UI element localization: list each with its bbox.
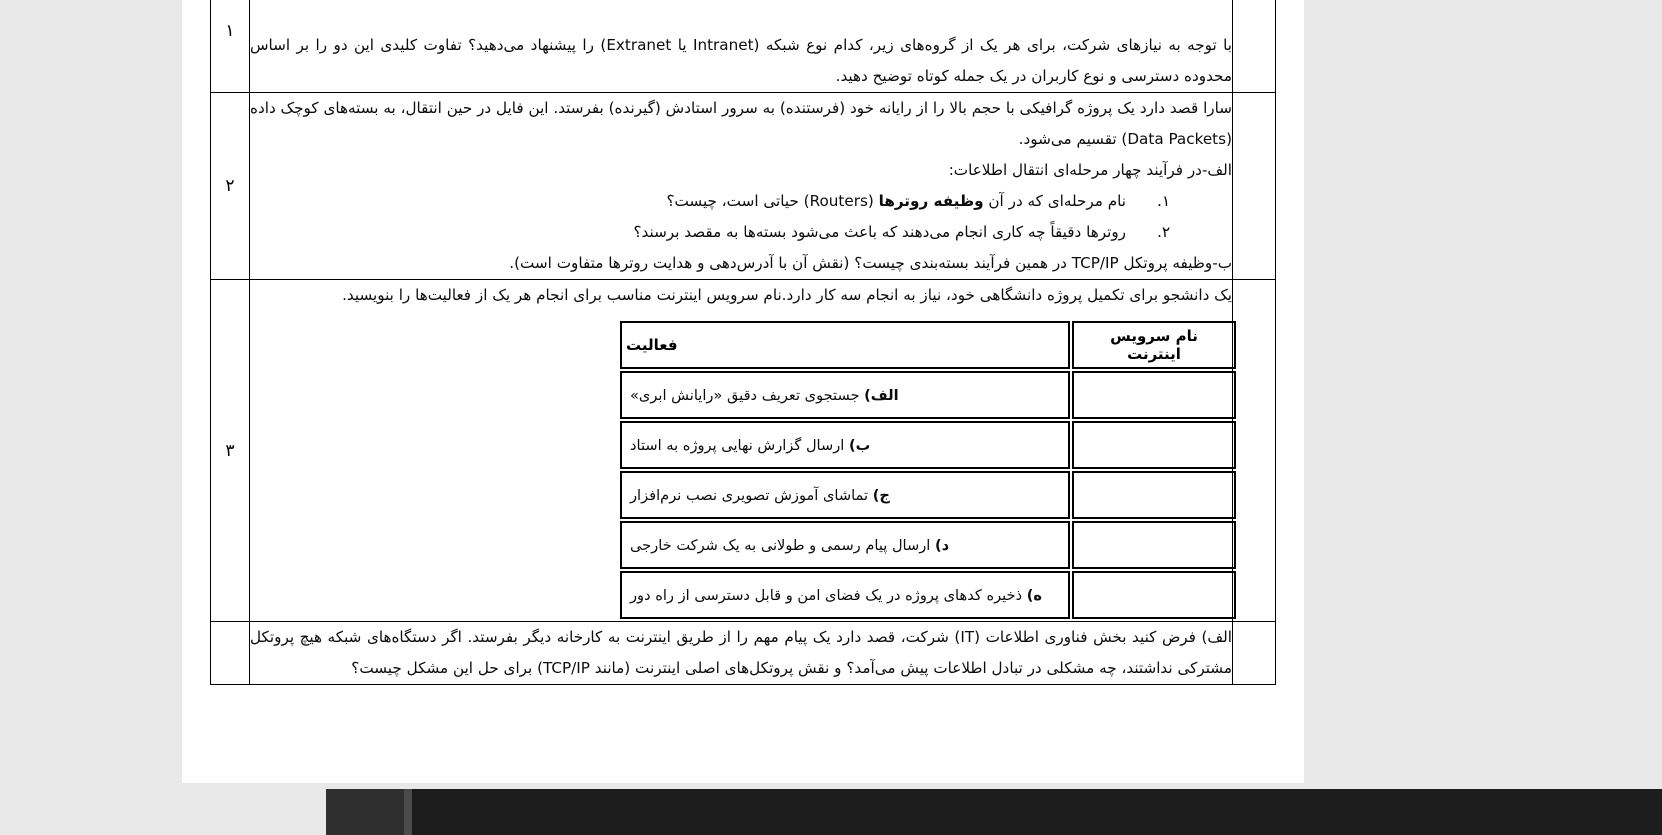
service-input-cell-d[interactable]	[1072, 521, 1236, 569]
activity-label-b: ب)	[848, 436, 871, 454]
q1-text-c: ) را پیشنهاد می‌دهید؟ تفاوت کلیدی این دو را بر اساس محدوده دسترسی و نوع کاربران در یک جمله کوتاه توضیح دهید.	[250, 36, 1232, 85]
activity-cell-c	[620, 471, 1070, 519]
page-right-gutter	[1304, 0, 1662, 783]
question3-intro: یک دانشجو برای تکمیل پروژه دانشگاهی خود، نیاز به انجام سه کار دارد.نام سرویس اینترنت مناسب برای انجام هر یک از فعالیت‌ها را بنویسید.	[342, 286, 1232, 304]
paragraph-spacer	[250, 0, 1232, 30]
q2s1-text-c: ) حیاتی است، چیست؟	[666, 192, 810, 210]
q2b-text-b: در همین فرآیند بسته‌بندی چیست؟ (نقش آن با آدرس‌دهی و هدایت روترها متفاوت است).	[509, 254, 1072, 272]
question2-part-alef: الف-در فرآیند چهار مرحله‌ای انتقال اطلاعات:	[948, 161, 1232, 179]
row-marks-cell-2	[1233, 93, 1276, 280]
table-row	[620, 371, 1236, 419]
activities-header-row	[620, 321, 1236, 369]
activities-table-wrap	[250, 319, 1232, 621]
row-number-cell-1: ۱	[211, 0, 250, 93]
row-number-cell-2: ۲	[211, 93, 250, 280]
q2s1-text-a: نام مرحله‌ای که در آن	[983, 192, 1126, 210]
row-body-cell-3	[250, 280, 1233, 622]
activity-label-e: ه)	[1026, 586, 1043, 604]
row-marks-cell-4	[1233, 622, 1276, 685]
table-row	[620, 521, 1236, 569]
activity-cell-d	[620, 521, 1070, 569]
table-row	[211, 622, 1276, 685]
activity-text-b: ارسال گزارش نهایی پروژه به استاد	[630, 436, 845, 454]
question2-part-be	[250, 248, 1232, 279]
q2s1-text-b: (	[867, 192, 879, 210]
q2-term-data-packets: Data Packets	[1127, 130, 1227, 148]
activity-cell-a	[620, 371, 1070, 419]
q1-term-intranet: Intranet	[693, 36, 754, 54]
q1-text-a: با توجه به نیازهای شرکت، برای هر یک از گروه‌های زیر، کدام نوع شبکه (	[753, 36, 1232, 54]
table-row	[620, 421, 1236, 469]
document-page	[182, 0, 1304, 783]
q4-text-a: الف) فرض کنید بخش فناوری اطلاعات (	[974, 628, 1232, 646]
taskbar-segment-left[interactable]	[326, 789, 404, 835]
activity-text-a: جستجوی تعریف دقیق «رایانش ابری»	[630, 386, 860, 404]
question2-sub-item-2	[250, 217, 1170, 248]
taskbar[interactable]	[326, 789, 1662, 835]
activity-text-c: تماشای آموزش تصویری نصب نرم‌افزار	[630, 486, 869, 504]
question4-paragraph	[250, 622, 1232, 684]
sub-item-2-marker: ۲.	[1157, 223, 1170, 241]
header-activity: فعالیت	[620, 321, 1070, 369]
exam-questions-table	[210, 0, 1276, 685]
q2b-text-a: ب-وظیفه پروتکل	[1118, 254, 1232, 272]
activity-text-d: ارسال پیام رسمی و طولانی به یک شرکت خارجی	[630, 536, 931, 554]
question2-intro	[250, 93, 1232, 155]
row-number-cell-4	[211, 622, 250, 685]
service-input-cell-a[interactable]	[1072, 371, 1236, 419]
service-input-cell-b[interactable]	[1072, 421, 1236, 469]
taskbar-segment-divider	[404, 789, 412, 835]
row-marks-cell-3	[1233, 280, 1276, 622]
q2-text-a: سارا قصد دارد یک پروژه گرافیکی با حجم بالا را از رایانه خود (فرستنده) به سرور استادش (گیرنده) بفرستد. این فایل در حین انتقال، به بسته‌های کوچک داده (	[250, 99, 1232, 148]
table-row	[211, 280, 1276, 622]
header-service-name: نام سرویس اینترنت	[1072, 321, 1236, 369]
question1-paragraph	[250, 30, 1232, 92]
activity-cell-e	[620, 571, 1070, 619]
activity-label-c: ج)	[872, 486, 890, 504]
q4-term-it: IT	[960, 628, 975, 646]
q2-text-b: ) تقسیم می‌شود.	[1018, 130, 1128, 148]
sub-item-2-text: روترها دقیقاً چه کاری انجام می‌دهند که باعث می‌شود بسته‌ها به مقصد برسند؟	[633, 223, 1126, 241]
table-row	[620, 471, 1236, 519]
row-number-cell-3: ۳	[211, 280, 250, 622]
activity-label-a: الف)	[864, 386, 899, 404]
q2s1-bold-routers-fa: وظیفه روترها	[878, 192, 984, 210]
row-marks-cell-1	[1233, 0, 1276, 93]
row-body-cell-2	[250, 93, 1233, 280]
activity-text-e: ذخیره کدهای پروژه در یک فضای امن و قابل دسترسی از راه دور	[630, 586, 1023, 604]
activity-cell-b	[620, 421, 1070, 469]
q1-text-b: یا	[671, 36, 693, 54]
sub-item-1-text	[250, 186, 1126, 217]
table-row	[620, 571, 1236, 619]
service-input-cell-e[interactable]	[1072, 571, 1236, 619]
service-input-cell-c[interactable]	[1072, 471, 1236, 519]
sub-item-1-marker: ۱.	[1157, 192, 1170, 210]
activities-table	[618, 319, 1238, 621]
row-body-cell-1	[250, 0, 1233, 93]
question2-sub-item-1	[250, 186, 1170, 217]
q2b-term-tcpip: TCP/IP	[1071, 254, 1119, 272]
q2s1-term-routers: Routers	[809, 192, 868, 210]
q1-term-extranet: Extranet	[606, 36, 672, 54]
activity-label-d: د)	[934, 536, 950, 554]
row-body-cell-4	[250, 622, 1233, 685]
table-row	[211, 0, 1276, 93]
q4-text-b: ) شرکت، قصد دارد یک پیام مهم را از طریق اینترنت به کارخانه دیگر بفرستد. اگر دستگاه‌های شبکه هیچ پروتکل مشترکی نداشتند، چه مشکلی در تبادل اطلاعات پیش می‌آمد؟ و نقش پروتکل‌های اصلی اینترنت (مانند	[250, 628, 1232, 677]
table-row	[211, 93, 1276, 280]
q4-text-c: ) برای حل این مشکل چیست؟	[351, 659, 544, 677]
q4-term-tcpip: TCP/IP	[543, 659, 590, 677]
